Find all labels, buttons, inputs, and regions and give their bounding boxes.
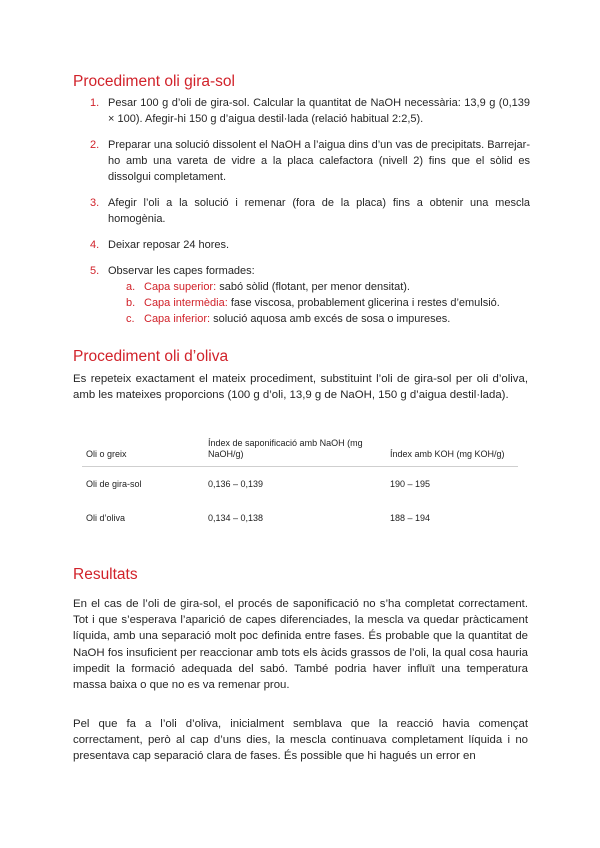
- step-text: Preparar una solució dissolent el NaOH a l’aigua dins d’un vas de precipitats. Barrejar-ho amb una vareta de vidre a la placa calefactora (nivell 2) fins que el sòlid es dissolgui completament.: [108, 139, 530, 183]
- sub-step-item: [126, 295, 530, 311]
- results-paragraph-1: En el cas de l’oli de gira-sol, el procés de saponificació no s’ha completat correctament. Tot i que s’esperava l’aparició de capes diferenciades, la mescla va quedar pràcticament líquida, amb una separació molt poc definida entre fases. És probable que la quantitat de NaOH fos insuficient per reaccionar amb tots els àcids grassos de l’oli, la qual cosa hauria impedit la formació adequada del sabó. També podria haver influït una temperatura massa baixa o que no es va remenar prou.: [73, 598, 528, 692]
- step-text: Deixar reposar 24 hores.: [108, 239, 230, 251]
- sub-step-letter: a.: [126, 281, 136, 293]
- table-header-oil: Oli o greix: [82, 438, 204, 467]
- section-title-olive: Procediment oli d’oliva: [73, 348, 229, 365]
- table-row: [82, 467, 518, 501]
- step-item: [90, 237, 530, 253]
- table-cell: 188 – 194: [390, 512, 431, 523]
- step-item: [90, 195, 530, 227]
- olive-procedure-text: Es repeteix exactament el mateix procediment, substituint l’oli de gira-sol per oli d’oliva, amb les mateixes proporcions (100 g d’oli, 13,9 g de NaOH, 150 g d’aigua destil·lada).: [73, 373, 528, 402]
- step-item: [90, 263, 530, 327]
- table-header-row: [82, 438, 518, 467]
- table-cell: Oli de gira-sol: [86, 478, 142, 489]
- step-text: Afegir l’oli a la solució i remenar (fora de la placa) fins a obtenir una mescla homogènia.: [108, 197, 530, 225]
- step-text: Pesar 100 g d’oli de gira-sol. Calcular la quantitat de NaOH necessària: 13,9 g (0,139 × 100). Afegir-hi 150 g d’aigua destil·lada (relació habitual 2:2,5).: [108, 97, 530, 125]
- step-number: 2.: [90, 139, 100, 151]
- sub-step-text: sabó sòlid (flotant, per menor densitat).: [216, 281, 410, 293]
- sub-step-label: Capa superior:: [144, 281, 217, 293]
- table-row: [82, 501, 518, 535]
- results-paragraph-2: Pel que fa a l’oli d’oliva, inicialment semblava que la reacció havia començat correctament, però al cap d’uns dies, la mescla continuava completament líquida i no presentava cap separació clara de fases. És possible que hi hagués un error en: [73, 718, 528, 763]
- sub-step-letter: b.: [126, 297, 136, 309]
- step-item: [90, 137, 530, 185]
- sub-step-text: fase viscosa, probablement glicerina i restes d’emulsió.: [227, 297, 500, 309]
- table-cell: 190 – 195: [390, 478, 431, 489]
- table-cell: 0,134 – 0,138: [208, 512, 264, 523]
- sub-step-label: Capa inferior:: [144, 313, 211, 325]
- step-number: 5.: [90, 265, 100, 277]
- step-number: 1.: [90, 97, 100, 109]
- sub-step-item: [126, 311, 530, 327]
- sub-step-item: [126, 279, 530, 295]
- step-number: 3.: [90, 197, 100, 209]
- table-cell: Oli d’oliva: [86, 512, 126, 523]
- step-item: [90, 95, 530, 127]
- sub-step-text: solució aquosa amb excés de sosa o impureses.: [210, 313, 451, 325]
- table-header-naoh: Índex de saponificació amb NaOH (mg NaOH/g): [204, 438, 386, 467]
- section-title-results: Resultats: [73, 566, 138, 583]
- saponification-table: [82, 438, 518, 535]
- sub-step-letter: c.: [126, 313, 135, 325]
- section-title-sunflower: Procediment oli gira-sol: [73, 73, 235, 90]
- table-header-koh: Índex amb KOH (mg KOH/g): [386, 438, 518, 467]
- sub-steps-list: [108, 279, 530, 327]
- procedure-steps-list: [90, 95, 530, 327]
- step-text: Observar les capes formades:: [108, 265, 255, 277]
- sub-step-label: Capa intermèdia:: [144, 297, 228, 309]
- table-cell: 0,136 – 0,139: [208, 478, 264, 489]
- step-number: 4.: [90, 239, 100, 251]
